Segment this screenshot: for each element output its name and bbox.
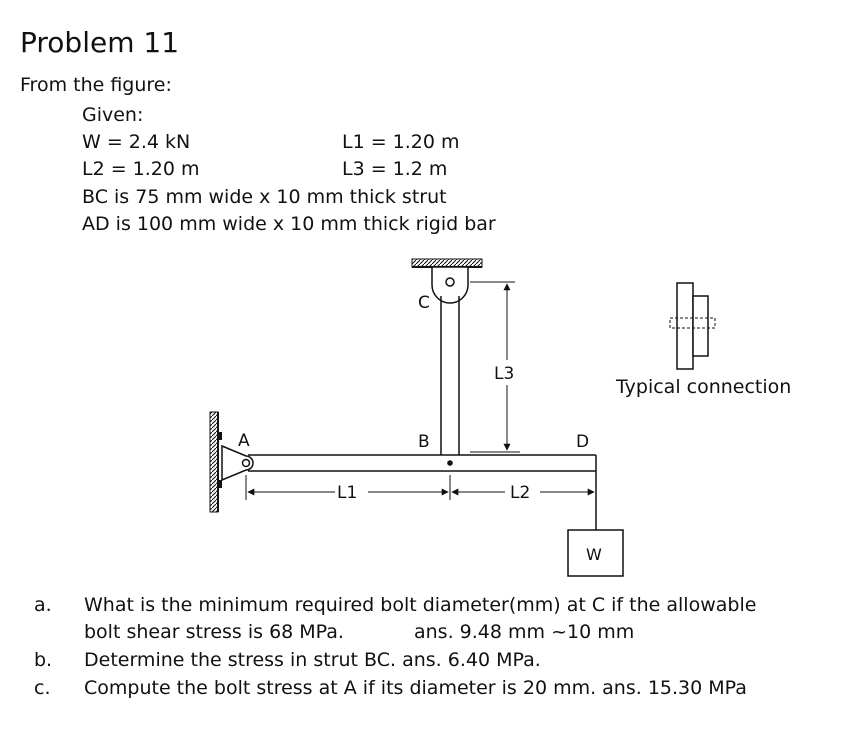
question-a-answer: ans. 9.48 mm ~10 mm	[414, 621, 635, 643]
given-l2: L2 = 1.20 m	[82, 158, 200, 180]
problem-intro: From the figure:	[20, 74, 172, 96]
wall-support	[210, 412, 222, 512]
label-b: B	[418, 432, 430, 452]
dimension-l3	[470, 282, 520, 452]
label-typical-connection: Typical connection	[616, 376, 792, 398]
label-c: C	[418, 293, 430, 313]
load-w	[568, 471, 623, 576]
given-label: Given:	[82, 104, 144, 126]
given-l3: L3 = 1.2 m	[342, 158, 448, 180]
problem-title: Problem 11	[20, 26, 180, 59]
typical-connection-detail	[615, 283, 791, 398]
question-a-letter: a.	[34, 594, 52, 616]
pin-b	[447, 460, 453, 466]
question-b-letter: b.	[34, 649, 53, 671]
given-w: W = 2.4 kN	[82, 131, 191, 153]
pin-c-clevis	[418, 267, 468, 313]
dimension-l1-l2	[246, 475, 596, 503]
label-w: W	[586, 545, 602, 564]
label-l1: L1	[337, 483, 358, 503]
question-b-line1: Determine the stress in strut BC. ans. 6.40 MPa.	[84, 649, 541, 671]
question-a-line1: What is the minimum required bolt diameter(mm) at C if the allowable	[84, 594, 757, 616]
question-c-line1: Compute the bolt stress at A if its diameter is 20 mm. ans. 15.30 MPa	[84, 677, 747, 699]
ceiling-support	[412, 259, 482, 267]
label-l3: L3	[494, 364, 515, 384]
given-bc: BC is 75 mm wide x 10 mm thick strut	[82, 186, 447, 208]
label-d: D	[576, 432, 590, 452]
given-ad: AD is 100 mm wide x 10 mm thick rigid bar	[82, 213, 496, 235]
given-l1: L1 = 1.20 m	[342, 131, 460, 153]
rigid-bar-ad	[248, 432, 596, 471]
strut-bc	[441, 296, 459, 455]
label-l2: L2	[510, 483, 531, 503]
question-a-line2: bolt shear stress is 68 MPa.	[84, 621, 344, 643]
question-c-letter: c.	[34, 677, 51, 699]
label-a: A	[238, 431, 250, 451]
